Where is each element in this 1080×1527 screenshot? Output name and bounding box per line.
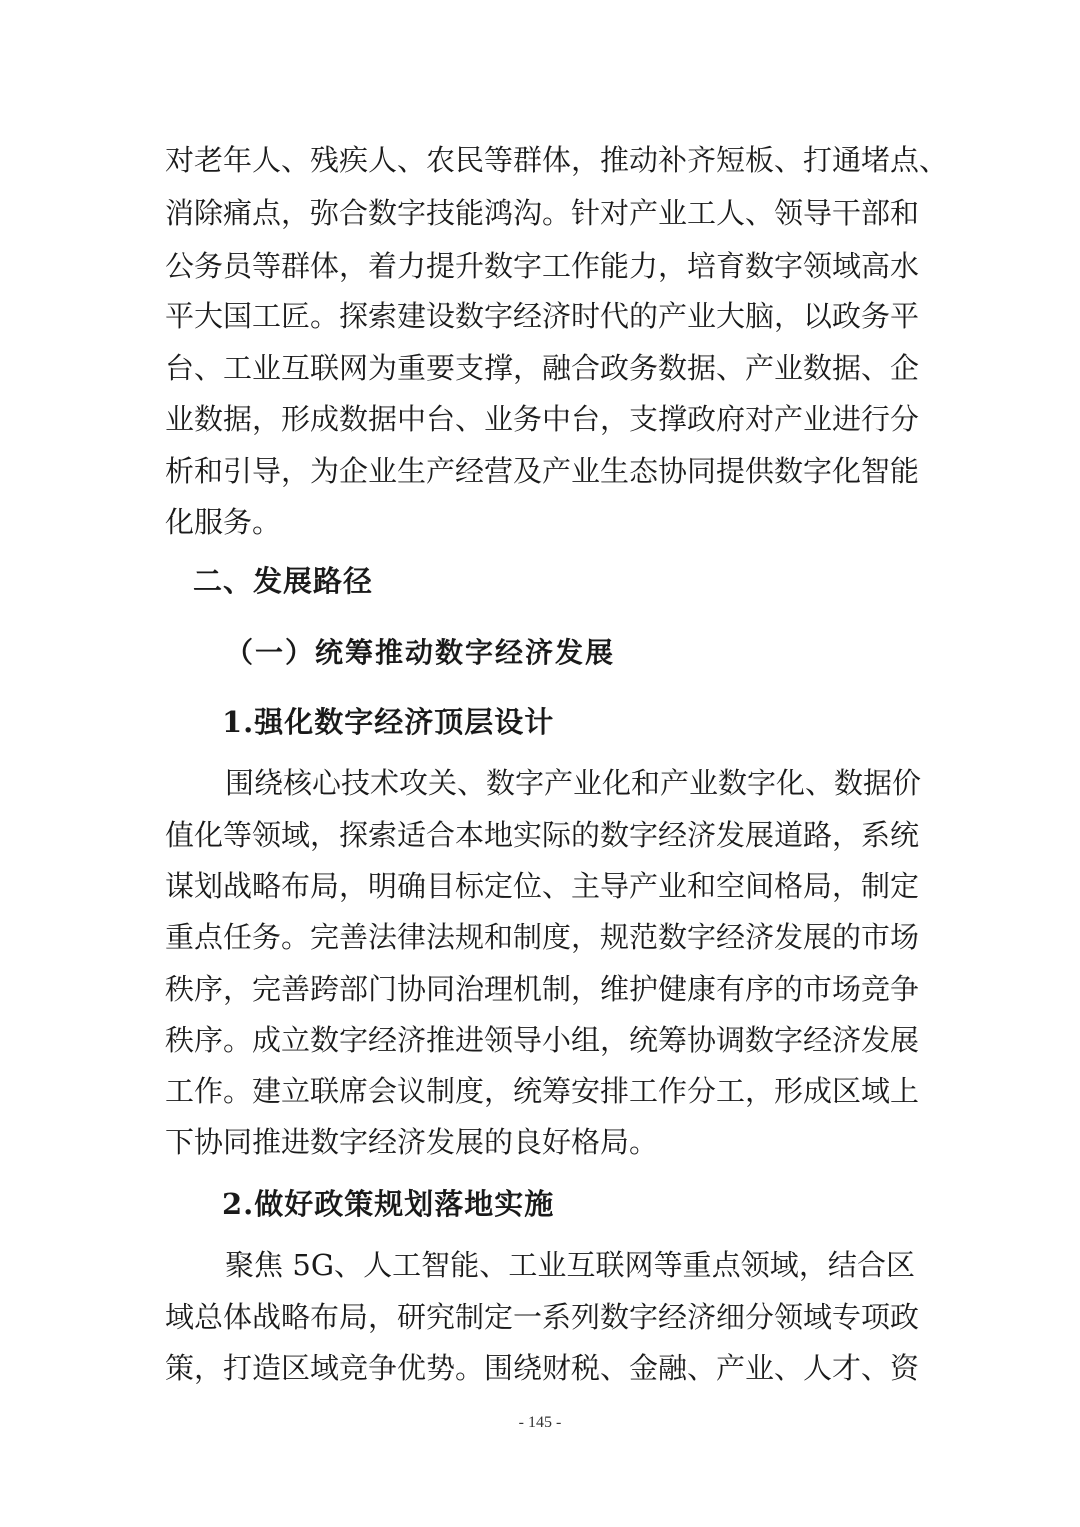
- item-heading: 1.强化数字经济顶层设计: [222, 705, 555, 739]
- paragraph-line: 台、工业互联网为重要支撑，融合政务数据、产业数据、企: [165, 351, 920, 385]
- subsection-heading: （一）统筹推动数字经济发展: [225, 636, 616, 669]
- paragraph-line: 重点任务。完善法律法规和制度，规范数字经济发展的市场: [165, 920, 920, 954]
- paragraph-line: 消除痛点，弥合数字技能鸿沟。针对产业工人、领导干部和: [165, 196, 920, 230]
- paragraph-line: 下协同推进数字经济发展的良好格局。: [165, 1125, 659, 1159]
- paragraph-line: 值化等领域，探索适合本地实际的数字经济发展道路，系统: [165, 818, 920, 852]
- paragraph-line: 公务员等群体，着力提升数字工作能力，培育数字领域高水: [165, 249, 920, 283]
- paragraph-line: 化服务。: [165, 505, 282, 539]
- page-number: - 145 -: [518, 1414, 562, 1431]
- paragraph-line: 业数据，形成数据中台、业务中台，支撑政府对产业进行分: [165, 402, 920, 436]
- paragraph-line: 聚焦 5G、人工智能、工业互联网等重点领域，结合区: [225, 1248, 915, 1282]
- paragraph-line: 秩序。成立数字经济推进领导小组，统筹协调数字经济发展: [165, 1023, 920, 1057]
- paragraph-line: 围绕核心技术攻关、数字产业化和产业数字化、数据价: [225, 766, 922, 800]
- paragraph-line: 策，打造区域竞争优势。围绕财税、金融、产业、人才、资: [165, 1351, 920, 1385]
- paragraph-line: 对老年人、残疾人、农民等群体，推动补齐短板、打通堵点、: [165, 143, 949, 177]
- paragraph-line: 秩序，完善跨部门协同治理机制，维护健康有序的市场竞争: [165, 972, 920, 1006]
- paragraph-line: 工作。建立联席会议制度，统筹安排工作分工，形成区域上: [165, 1074, 920, 1108]
- paragraph-line: 域总体战略布局，研究制定一系列数字经济细分领域专项政: [165, 1300, 920, 1334]
- paragraph-line: 平大国工匠。探索建设数字经济时代的产业大脑，以政务平: [165, 299, 920, 333]
- paragraph-line: 析和引导，为企业生产经营及产业生态协同提供数字化智能: [165, 454, 920, 488]
- item-heading: 2.做好政策规划落地实施: [222, 1187, 555, 1221]
- paragraph-line: 谋划战略布局，明确目标定位、主导产业和空间格局，制定: [165, 869, 920, 903]
- section-heading: 二、发展路径: [193, 564, 374, 598]
